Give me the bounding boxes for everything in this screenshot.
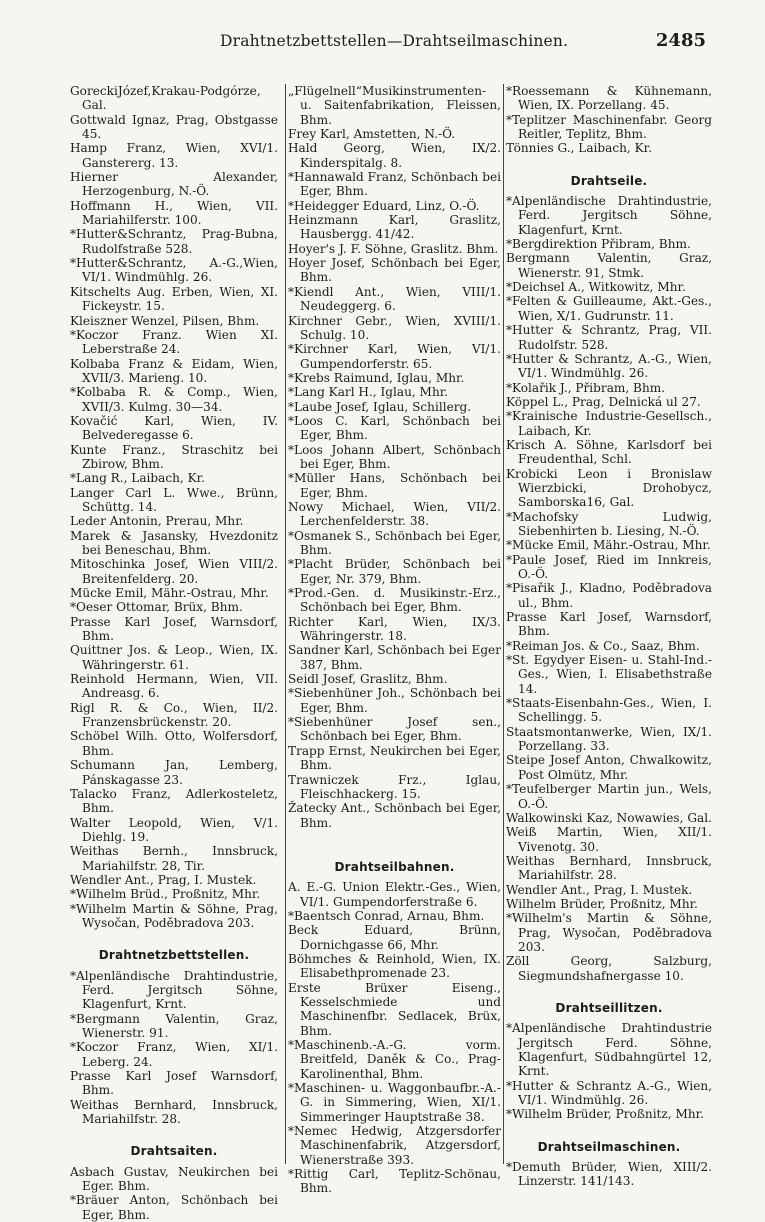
directory-entry: Beck Eduard, Brünn, Dornichgasse 66, Mhr. (288, 923, 501, 952)
directory-entry: *Hutter&Schrantz, A.-G.,Wien, VI/1. Windmühlg. 26. (70, 256, 278, 285)
directory-entry: *Rittig Carl, Teplitz-Schönau, Bhm. (288, 1167, 501, 1196)
directory-entry: Wendler Ant., Prag, I. Mustek. (506, 882, 693, 897)
directory-entry: *Krebs Raimund, Iglau, Mhr. (288, 370, 465, 385)
entry-list (506, 1021, 712, 1121)
section-heading: Drahtseile. (570, 173, 648, 188)
directory-entry: Frey Karl, Amstetten, N.-Ö. (288, 127, 456, 142)
column-2 (285, 84, 501, 1196)
directory-entry: Hoffmann H., Wien, VII. Mariahilferstr. 100. (70, 198, 278, 228)
directory-entry: *Koczor Franz, Wien, XI/1. Leberg. 24. (70, 1040, 278, 1069)
directory-entry: *Bergdirektion Přibram, Bhm. (506, 237, 691, 252)
section-heading: Drahtseilbahnen. (334, 859, 455, 874)
section-heading: Drahtnetzbettstellen. (98, 948, 250, 963)
directory-entry: *Wilhelm Brüd., Proßnitz, Mhr. (70, 887, 261, 902)
directory-entry: Quittner Jos. & Leop., Wien, IX. Währingerstr. 61. (70, 643, 278, 672)
directory-entry: *Lang Karl H., Iglau, Mhr. (288, 385, 449, 400)
section-heading: Drahtseilmaschinen. (537, 1139, 681, 1154)
directory-entry: *Krainische Industrie-Gesellsch., Laibach, Kr. (506, 409, 712, 438)
directory-entry: Heinzmann Karl, Graslitz, Hausbergg. 41/42. (288, 213, 501, 242)
directory-entry: Zöll Georg, Salzburg, Siegmundshafnergasse 10. (506, 954, 712, 983)
directory-entry: Wendler Ant., Prag, I. Mustek. (70, 872, 257, 887)
directory-entry: *Wilhelm Martin & Söhne, Prag, Wysočan, Poděbradova 203. (70, 901, 278, 930)
column-1 (70, 84, 278, 1222)
directory-entry: *Baentsch Conrad, Arnau, Bhm. (288, 908, 485, 923)
directory-entry: Hamp Franz, Wien, XVI/1. Ganstererg. 13. (70, 141, 278, 170)
directory-entry: *Teufelberger Martin jun., Wels, O.-Ö. (506, 782, 712, 811)
directory-entry: Weithas Bernhard, Innsbruck, Mariahilfstr. 28. (70, 1097, 278, 1127)
directory-entry: Kovačić Karl, Wien, IV. Belvederegasse 6. (70, 413, 278, 443)
directory-entry: Marek & Jasansky, Hvezdonitz bei Beneschau, Bhm. (70, 528, 278, 557)
running-title: Drahtnetzbettstellen—Drahtseilmaschinen. (220, 32, 569, 50)
directory-entry: *Paule Josef, Ried im Innkreis, O.-Ö. (506, 552, 712, 581)
entry-list (288, 880, 501, 1196)
directory-entry: „Flügelnell“Musikinstrumenten- u. Saitenfabrikation, Fleissen, Bhm. (288, 84, 501, 127)
directory-entry: Trawniczek Frz., Iglau, Fleischhackerg. 15. (288, 772, 501, 801)
directory-entry: Hoyer's J. F. Söhne, Graslitz. Bhm. (288, 241, 499, 256)
directory-entry: *Siebenhüner Josef sen., Schönbach bei Eger, Bhm. (288, 715, 501, 744)
directory-entry: Bergmann Valentin, Graz, Wienerstr. 91, Stmk. (506, 251, 712, 280)
directory-entry: Köppel L., Prag, Delnická ul 27. (506, 394, 701, 409)
directory-entry: Krobicki Leon i Bronislaw Wierzbicki, Drohobycz, Samborska16, Gal. (506, 466, 712, 510)
directory-entry: *Siebenhüner Joh., Schönbach bei Eger, Bhm. (288, 686, 501, 715)
directory-entry: Hierner Alexander, Herzogenburg, N.-Ö. (70, 170, 278, 199)
directory-entry: *Maschinenb.-A.-G. vorm. Breitfeld, Daněk & Co., Prag-Karolinenthal, Bhm. (288, 1038, 501, 1081)
entry-list (506, 84, 712, 156)
directory-entry: Kleiszner Wenzel, Pilsen, Bhm. (70, 313, 260, 328)
directory-entry: *Staats-Eisenbahn-Ges., Wien, I. Schellingg. 5. (506, 696, 712, 725)
directory-entry: Leder Antonin, Prerau, Mhr. (70, 514, 244, 529)
directory-entry: Hald Georg, Wien, IX/2. Kinderspitalg. 8. (288, 141, 501, 170)
directory-entry: *Wilhelm Brüder, Proßnitz, Mhr. (506, 1107, 704, 1122)
directory-entry: Kitschelts Aug. Erben, Wien, XI. Fickeystr. 15. (70, 284, 278, 314)
directory-entry: Böhmches & Reinhold, Wien, IX. Elisabethpromenade 23. (288, 951, 501, 981)
section-heading: Drahtsaiten. (130, 1144, 218, 1159)
directory-entry: *Demuth Brüder, Wien, XIII/2. Linzerstr. 141/143. (506, 1160, 712, 1189)
directory-entry: Walter Leopold, Wien, V/1. Diehlg. 19. (70, 815, 278, 844)
directory-entry: *Laube Josef, Iglau, Schillerg. (288, 399, 472, 414)
directory-entry: Schumann Jan, Lemberg, Pánskagasse 23. (70, 758, 278, 787)
directory-entry: Weithas Bernh., Innsbruck, Mariahilfstr. 28, Tir. (70, 844, 278, 873)
entry-list (506, 1160, 712, 1189)
directory-entry: Steipe Josef Anton, Chwalkowitz, Post Olmütz, Mhr. (506, 753, 712, 782)
directory-entry: *Loos Johann Albert, Schönbach bei Eger, Bhm. (288, 442, 501, 471)
column-3 (503, 84, 712, 1189)
directory-entry: Sandner Karl, Schönbach bei Eger 387, Bhm. (288, 643, 501, 672)
directory-entry: Prasse Karl Josef Warnsdorf, Bhm. (70, 1069, 278, 1098)
directory-entry: Langer Carl L. Wwe., Brünn, Schüttg. 14. (70, 485, 278, 514)
directory-entry: Talacko Franz, Adlerkosteletz, Bhm. (70, 786, 278, 816)
directory-entry: Asbach Gustav, Neukirchen bei Eger. Bhm. (70, 1164, 278, 1194)
directory-entry: Mitoschinka Josef, Wien VIII/2. Breitenfelderg. 20. (70, 557, 278, 586)
directory-entry: Reinhold Hermann, Wien, VII. Andreasg. 6. (70, 672, 278, 701)
directory-entry: Žatecky Ant., Schönbach bei Eger, Bhm. (288, 801, 501, 830)
directory-entry: Tönnies G., Laibach, Kr. (506, 141, 652, 156)
entry-list (288, 84, 501, 830)
directory-entry: *Loos C. Karl, Schönbach bei Eger, Bhm. (288, 413, 501, 443)
entry-list (70, 1165, 278, 1222)
directory-entry: *Maschinen- u. Waggonbaufbr.-A.-G. in Simmering, Wien, XI/1. Simmeringer Hauptstraße 38. (288, 1081, 501, 1124)
directory-entry: *Heidegger Eduard, Linz, O.-Ö. (288, 198, 480, 213)
directory-entry: *Placht Brüder, Schönbach bei Eger, Nr. 379, Bhm. (288, 557, 501, 586)
directory-entry: Staatsmontanwerke, Wien, IX/1. Porzellang. 33. (506, 724, 712, 754)
directory-entry: *Müller Hans, Schönbach bei Eger, Bhm. (288, 471, 501, 500)
directory-entry: *Prod.-Gen. d. Musikinstr.-Erz., Schönbach bei Eger, Bhm. (288, 586, 501, 615)
directory-entry: Prasse Karl Josef, Warnsdorf, Bhm. (506, 610, 712, 639)
directory-entry: Mücke Emil, Mähr.-Ostrau, Mhr. (70, 586, 269, 601)
directory-entry: Schöbel Wilh. Otto, Wolfersdorf, Bhm. (70, 729, 278, 758)
directory-entry: *Alpenländische Drahtindustrie Jergitsch Ferd. Söhne, Klagenfurt, Südbahngürtel 12, Krnt. (506, 1021, 712, 1079)
directory-entry: *Lang R., Laibach, Kr. (70, 471, 205, 486)
directory-entry: *Bergmann Valentin, Graz, Wienerstr. 91. (70, 1011, 278, 1040)
directory-entry: *Oeser Ottomar, Brüx, Bhm. (70, 600, 243, 615)
directory-entry: *Koczor Franz. Wien XI. Leberstraße 24. (70, 327, 278, 357)
directory-entry: *Nemec Hedwig, Atzgersdorfer Maschinenfabrik, Atzgersdorf, Wienerstraße 393. (288, 1124, 501, 1167)
directory-entry: *Hannawald Franz, Schönbach bei Eger, Bhm. (288, 170, 501, 199)
directory-entry: Kirchner Gebr., Wien, XVIII/1. Schulg. 10. (288, 313, 501, 342)
directory-entry: Wilhelm Brüder, Proßnitz, Mhr. (506, 896, 698, 911)
entry-list (506, 194, 712, 983)
page-header (70, 30, 706, 56)
entry-list (70, 84, 278, 930)
directory-entry: *Teplitzer Maschinenfabr. Georg Reitler, Teplitz, Bhm. (506, 112, 712, 142)
directory-entry: *Hutter & Schrantz, A.-G., Wien, VI/1. Windmühlg. 26. (506, 351, 712, 381)
directory-entry: *Machofsky Ludwig, Siebenhirten b. Liesing, N.-Ö. (506, 509, 712, 538)
directory-entry: Kolbaba Franz & Eidam, Wien, XVII/3. Marieng. 10. (70, 356, 278, 385)
directory-entry: *Felten & Guilleaume, Akt.-Ges., Wien, X/1. Gudrunstr. 11. (506, 294, 712, 323)
directory-entry: *St. Egydyer Eisen- u. Stahl-Ind.-Ges., Wien, I. Elisabethstraße 14. (506, 653, 712, 696)
directory-entry: *Alpenländische Drahtindustrie, Ferd. Jergitsch Söhne, Klagenfurt, Krnt. (506, 194, 712, 237)
directory-entry: *Hutter & Schrantz, Prag, VII. Rudolfstr. 528. (506, 323, 712, 352)
directory-entry: *Alpenländische Drahtindustrie, Ferd. Jergitsch Söhne, Klagenfurt, Krnt. (70, 968, 278, 1012)
directory-entry: Richter Karl, Wien, IX/3. Währingerstr. 18. (288, 614, 501, 644)
directory-entry: *Roessemann & Kühnemann, Wien, IX. Porzellang. 45. (506, 84, 712, 113)
directory-entry: *Osmanek S., Schönbach bei Eger, Bhm. (288, 528, 501, 557)
page-number: 2485 (655, 30, 706, 51)
directory-entry: Kunte Franz., Straschitz bei Zbirow, Bhm. (70, 442, 278, 471)
directory-entry: Walkowinski Kaz, Nowawies, Gal. (506, 810, 712, 825)
directory-entry: Erste Brüxer Eiseng., Kesselschmiede und Maschinenfbr. Sedlacek, Brüx, Bhm. (288, 980, 501, 1038)
directory-entry: *Hutter & Schrantz A.-G., Wien, VI/1. Windmühlg. 26. (506, 1078, 712, 1108)
entry-list (70, 969, 278, 1127)
directory-entry: Weiß Martin, Wien, XII/1. Vivenotg. 30. (506, 825, 712, 854)
directory-entry: *Hutter&Schrantz, Prag-Bubna, Rudolfstraße 528. (70, 227, 278, 256)
directory-entry: Gottwald Ignaz, Prag, Obstgasse 45. (70, 112, 278, 142)
directory-entry: Seidl Josef, Graslitz, Bhm. (288, 672, 448, 687)
directory-entry: *Mücke Emil, Mähr.-Ostrau, Mhr. (506, 538, 711, 553)
directory-entry: Weithas Bernhard, Innsbruck, Mariahilfstr. 28. (506, 853, 712, 883)
directory-entry: Hoyer Josef, Schönbach bei Eger, Bhm. (288, 256, 501, 285)
directory-entry: *Kirchner Karl, Wien, VI/1. Gumpendorferstr. 65. (288, 342, 501, 371)
directory-entry: *Kiendl Ant., Wien, VIII/1. Neudeggerg. 6. (288, 284, 501, 314)
directory-entry: *Kolařik J., Přibram, Bhm. (506, 380, 666, 395)
directory-entry: Trapp Ernst, Neukirchen bei Eger, Bhm. (288, 743, 501, 773)
section-heading: Drahtseillitzen. (555, 1000, 663, 1015)
directory-entry: Nowy Michael, Wien, VII/2. Lerchenfelderstr. 38. (288, 499, 501, 529)
directory-entry: *Deichsel A., Witkowitz, Mhr. (506, 280, 686, 295)
directory-entry: *Reiman Jos. & Co., Saaz, Bhm. (506, 638, 700, 653)
directory-entry: Prasse Karl Josef, Warnsdorf, Bhm. (70, 614, 278, 644)
directory-entry: A. E.-G. Union Elektr.-Ges., Wien, VI/1. Gumpendorferstraße 6. (288, 880, 501, 909)
directory-entry: *Kolbaba R. & Comp., Wien, XVII/3. Kulmg. 30—34. (70, 385, 278, 414)
directory-entry: Rigl R. & Co., Wien, II/2. Franzensbrückenstr. 20. (70, 700, 278, 730)
directory-entry: Krisch A. Söhne, Karlsdorf bei Freudenthal, Schl. (506, 437, 712, 467)
directory-entry: *Bräuer Anton, Schönbach bei Eger, Bhm. (70, 1193, 278, 1222)
directory-entry: *Pisařik J., Kladno, Poděbradova ul., Bhm. (506, 581, 712, 610)
directory-entry: GoreckiJózef,Krakau-Podgórze, Gal. (70, 84, 261, 113)
directory-entry: *Wilhelm's Martin & Söhne, Prag, Wysočan, Poděbradova 203. (506, 911, 712, 954)
